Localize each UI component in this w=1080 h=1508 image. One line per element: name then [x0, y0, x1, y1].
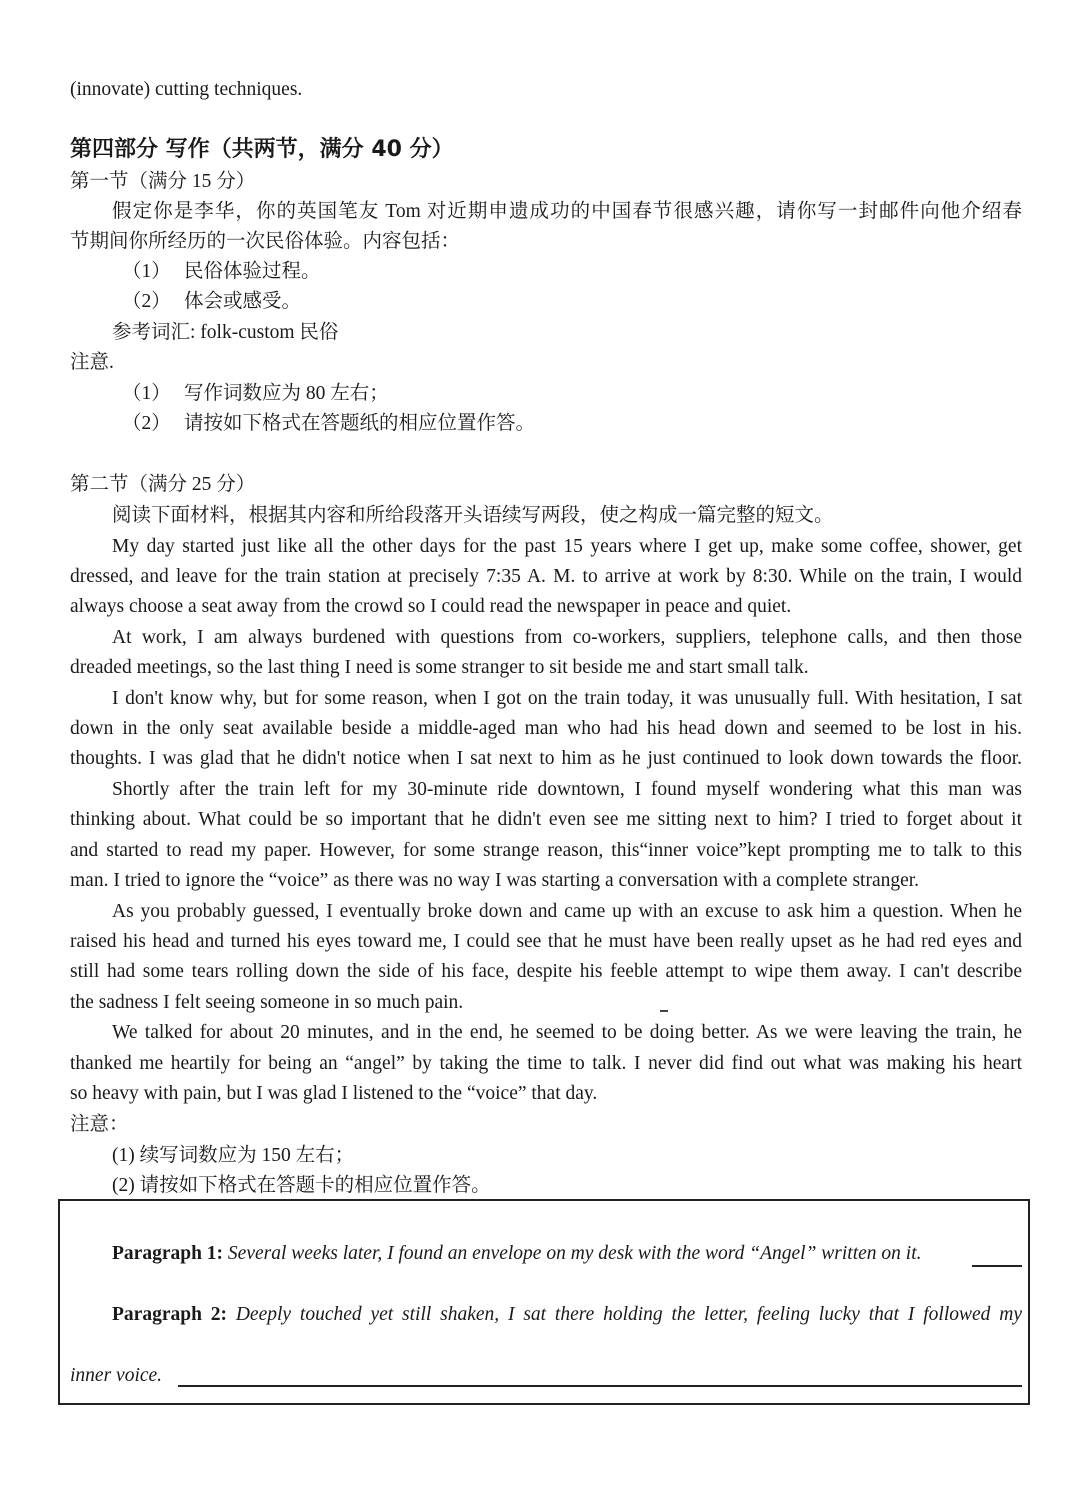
section1-title: 第一节（满分 15 分）: [70, 171, 256, 192]
story-line: and started to read my paper. However, for some strange reason, this“inner voice”kept prompting me to talk to this: [70, 840, 1022, 861]
paragraph2-continuation: inner voice.: [70, 1365, 163, 1386]
story-line: down in the only seat available beside a middle-aged man who had his head down and seemed to be lost in his.: [70, 718, 1022, 739]
section1-vocab: 参考词汇: folk-custom 民俗: [112, 322, 339, 343]
story-line: dreaded meetings, so the last thing I need is some stranger to sit beside me and start small talk.: [70, 657, 809, 678]
section1-prompt-line1: 假定你是李华，你的英国笔友 Tom 对近期申遗成功的中国春节很感兴趣，请你写一封邮件向他介绍春: [112, 201, 1022, 222]
note-text: 请按如下格式在答题卡的相应位置作答。: [139, 1175, 491, 1196]
item-text: 体会或感受。: [184, 291, 302, 312]
item-number: （1）: [122, 261, 171, 282]
note-text: 请按如下格式在答题纸的相应位置作答。: [184, 413, 536, 434]
paragraph2-line: Paragraph 2: Deeply touched yet still shaken, I sat there holding the letter, feeling lucky that I followed my: [112, 1304, 1022, 1325]
part4-heading: 第四部分 写作（共两节，满分 40 分）: [70, 137, 454, 162]
paragraph1-label: Paragraph 1: [112, 1243, 217, 1264]
item-number: （2）: [122, 291, 171, 312]
story-line: always choose a seat away from the crowd so I could read the newspaper in peace and quiet.: [70, 596, 792, 617]
paragraph2-label: Paragraph 2: [112, 1304, 221, 1325]
note-text: 续写词数应为 150 左右；: [139, 1145, 355, 1166]
section2-note: [112, 1173, 491, 1199]
stray-mark: [660, 1010, 668, 1012]
section1-note: [122, 411, 535, 437]
paragraph1-line: Paragraph 1: Several weeks later, I found an envelope on my desk with the word “Angel” written on it.: [112, 1243, 922, 1264]
paragraph2-text: Deeply touched yet still shaken, I sat there holding the letter, feeling lucky that I followed my: [235, 1304, 1022, 1325]
story-line: thinking about. What could be so important that he didn't even see me sitting next to him? I tried to forget about it: [70, 809, 1022, 830]
story-line: My day started just like all the other days for the past 15 years where I get up, make some coffee, shower, get: [112, 536, 1022, 557]
section2-title: 第二节（满分 25 分）: [70, 474, 256, 495]
section1-notes-title: 注意.: [70, 352, 114, 373]
section2-instruction: 阅读下面材料，根据其内容和所给段落开头语续写两段，使之构成一篇完整的短文。: [112, 505, 834, 526]
paragraph2-blank[interactable]: [178, 1385, 1022, 1387]
story-line: I don't know why, but for some reason, when I got on the train today, it was unusually full. With hesitation, I sat: [112, 688, 1022, 709]
story-line: the sadness I felt seeing someone in so much pain.: [70, 992, 464, 1013]
note-number: (2): [112, 1175, 135, 1196]
story-line: As you probably guessed, I eventually broke down and came up with an excuse to ask him a question. When he: [112, 901, 1022, 922]
note-number: (1): [112, 1145, 135, 1166]
answer-box: [58, 1199, 1030, 1405]
note-number: （2）: [122, 413, 171, 434]
section1-item: [122, 289, 301, 315]
item-text: 民俗体验过程。: [184, 261, 321, 282]
story-line: still had some tears rolling down the side of his face, despite his feeble attempt to wipe them away. I can't describe: [70, 961, 1022, 982]
story-line: raised his head and turned his eyes toward me, I could see that he must have been really upset as he had red eyes and: [70, 931, 1022, 952]
story-line: Shortly after the train left for my 30-minute ride downtown, I found myself wondering what this man was: [112, 779, 1022, 800]
note-text: 写作词数应为 80 左右；: [184, 383, 389, 404]
paragraph1-blank[interactable]: [972, 1265, 1022, 1267]
section1-item: [122, 259, 321, 285]
paragraph1-text: Several weeks later, I found an envelope on my desk with the word “Angel” written on it.: [227, 1243, 922, 1264]
section2-notes-title: 注意：: [70, 1114, 129, 1135]
story-line: We talked for about 20 minutes, and in the end, he seemed to be doing better. As we were leaving the train, he: [112, 1022, 1022, 1043]
section1-note: [122, 381, 389, 407]
section2-note: [112, 1143, 354, 1169]
story-line: man. I tried to ignore the “voice” as there was no way I was starting a conversation with a complete stranger.: [70, 870, 920, 891]
section1-prompt-line2: 节期间你所经历的一次民俗体验。内容包括：: [70, 231, 461, 252]
story-line: thoughts. I was glad that he didn't notice when I sat next to him as he just continued to look down towards the floor.: [70, 748, 1022, 769]
story-line: so heavy with pain, but I was glad I listened to the “voice” that day.: [70, 1083, 598, 1104]
top-fragment: (innovate) cutting techniques.: [70, 79, 303, 100]
story-line: dressed, and leave for the train station at precisely 7:35 A. M. to arrive at work by 8:30. While on the train, I would: [70, 566, 1022, 587]
story-line: At work, I am always burdened with questions from co-workers, suppliers, telephone calls, and then those: [112, 627, 1022, 648]
note-number: （1）: [122, 383, 171, 404]
story-line: thanked me heartily for being an “angel” by taking the time to talk. I never did find out what was making his heart: [70, 1053, 1022, 1074]
